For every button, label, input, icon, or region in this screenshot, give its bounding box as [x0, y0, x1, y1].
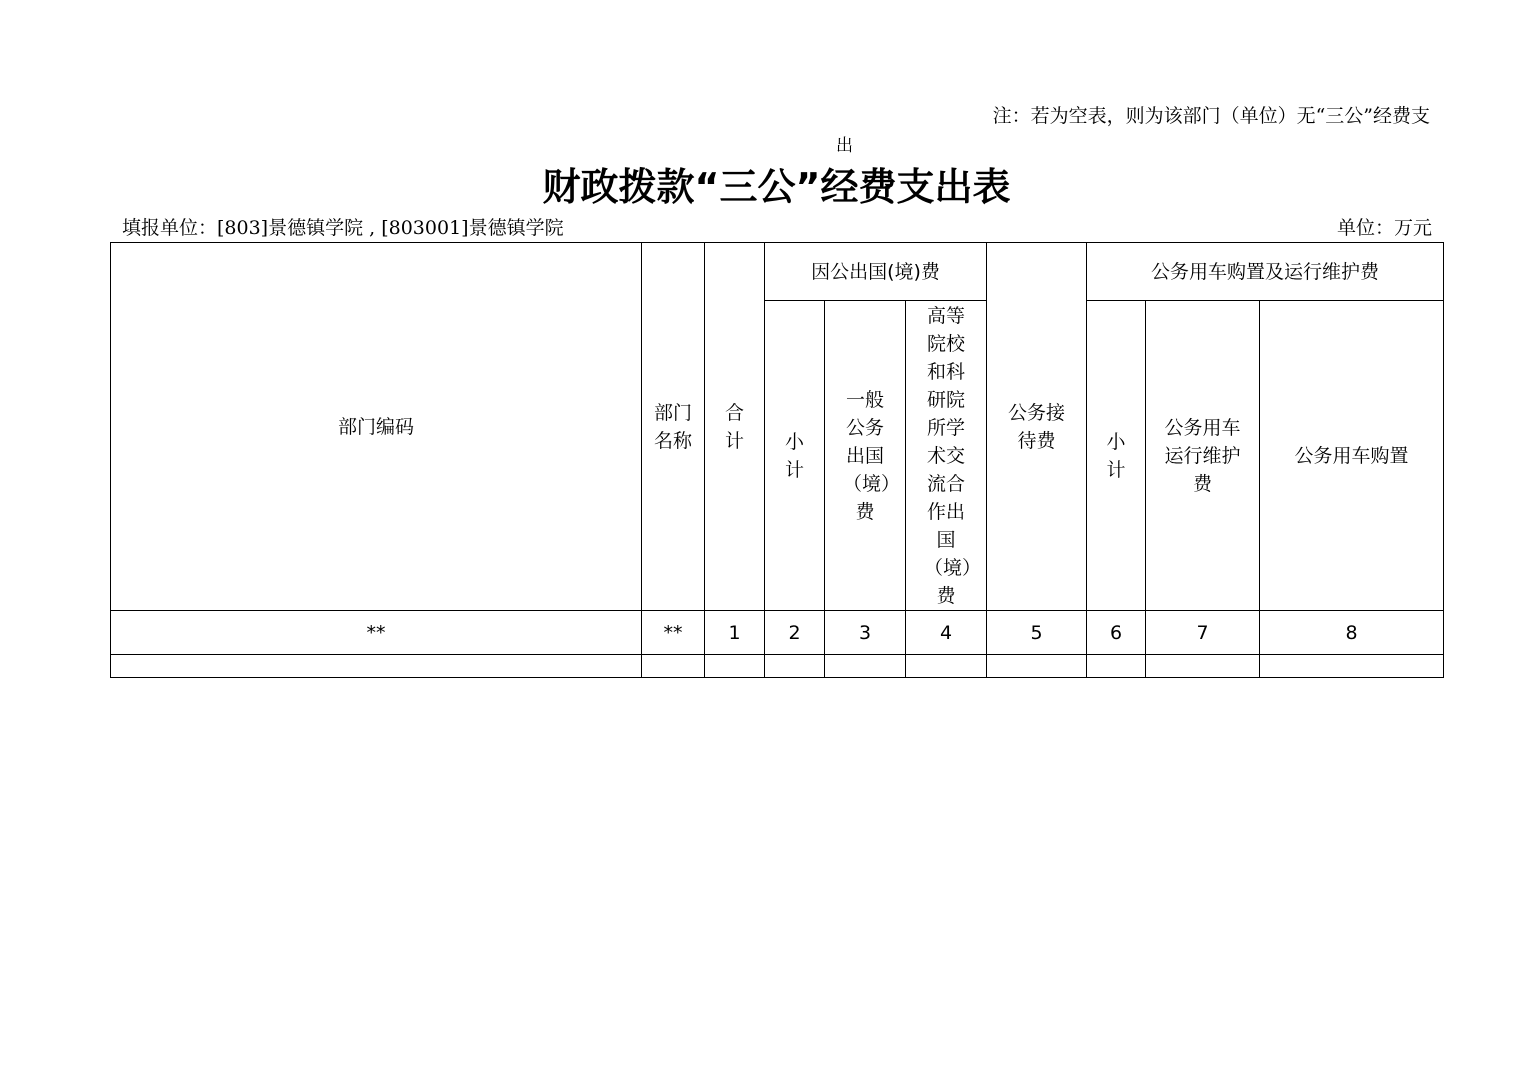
header-vehicle-group: 公务用车购置及运行维护费: [1087, 243, 1444, 301]
empty-cell: [111, 655, 642, 678]
index-cell: 3: [825, 611, 906, 655]
index-cell: 1: [705, 611, 765, 655]
page-title: 财政拨款“三公”经费支出表: [542, 165, 1011, 209]
header-dept-name: 部门名称: [642, 243, 705, 611]
empty-data-row: [111, 655, 1444, 678]
index-cell: 2: [765, 611, 825, 655]
note-text-wrap: 出: [836, 136, 853, 156]
header-abroad-subtotal: 小计: [765, 301, 825, 611]
empty-cell: [906, 655, 987, 678]
empty-cell: [1260, 655, 1444, 678]
empty-cell: [825, 655, 906, 678]
empty-cell: [1146, 655, 1260, 678]
header-dept-code: 部门编码: [111, 243, 642, 611]
header-vehicle-purchase: 公务用车购置: [1260, 301, 1444, 611]
empty-cell: [987, 655, 1087, 678]
header-abroad-group: 因公出国(境)费: [765, 243, 987, 301]
currency-unit: 单位：万元: [1336, 217, 1432, 239]
empty-cell: [765, 655, 825, 678]
empty-cell: [705, 655, 765, 678]
index-cell: 5: [987, 611, 1087, 655]
reporting-unit: 填报单位：[803]景德镇学院 , [803001]景德镇学院: [122, 217, 564, 239]
index-cell: 8: [1260, 611, 1444, 655]
index-cell: 4: [906, 611, 987, 655]
header-total: 合计: [705, 243, 765, 611]
header-abroad-academic: 高等院校和科研院所学术交流合作出国（境）费: [906, 301, 987, 611]
expenditure-table: [110, 242, 1444, 678]
header-vehicle-subtotal: 小计: [1087, 301, 1146, 611]
index-cell: 7: [1146, 611, 1260, 655]
empty-cell: [642, 655, 705, 678]
index-cell: **: [111, 611, 642, 655]
header-abroad-general: 一般公务出国（境）费: [825, 301, 906, 611]
header-reception: 公务接待费: [987, 243, 1087, 611]
index-cell: **: [642, 611, 705, 655]
note-text: 注：若为空表，则为该部门（单位）无“三公”经费支: [992, 105, 1430, 127]
header-vehicle-operation: 公务用车运行维护费: [1146, 301, 1260, 611]
empty-cell: [1087, 655, 1146, 678]
index-cell: 6: [1087, 611, 1146, 655]
